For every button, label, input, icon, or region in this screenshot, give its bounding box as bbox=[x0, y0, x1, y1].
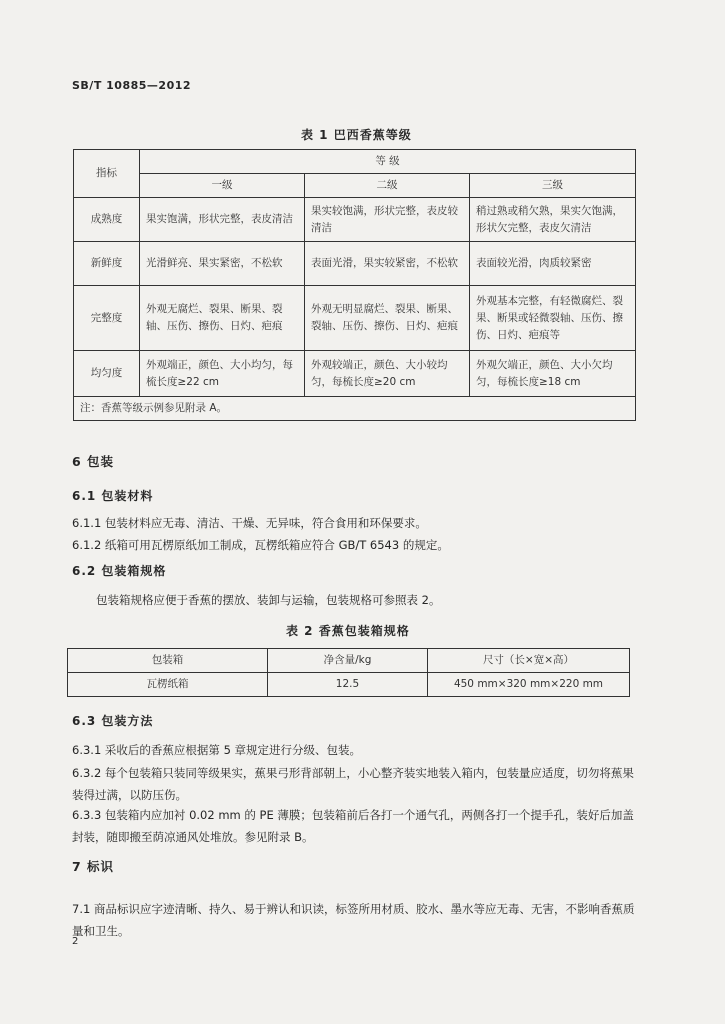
box-spec-table bbox=[67, 648, 630, 697]
section-7-title: 7 标识 bbox=[72, 859, 115, 874]
row-label: 新鲜度 bbox=[74, 242, 140, 286]
table-cell: 表面较光滑，肉质较紧密 bbox=[470, 242, 636, 286]
row-label: 均匀度 bbox=[74, 351, 140, 397]
header-grade-3: 三级 bbox=[470, 174, 636, 198]
page-number: 2 bbox=[72, 936, 79, 947]
table-row bbox=[74, 198, 636, 242]
row-label: 完整度 bbox=[74, 286, 140, 351]
table-cell: 果实较饱满，形状完整，表皮较清洁 bbox=[305, 198, 470, 242]
para-6-1-2: 6.1.2 纸箱可用瓦楞原纸加工制成，瓦楞纸箱应符合 GB/T 6543 的规定。 bbox=[72, 538, 449, 552]
para-6-2: 包装箱规格应便于香蕉的摆放、装卸与运输，包装规格可参照表 2。 bbox=[96, 593, 441, 607]
table-cell: 450 mm×320 mm×220 mm bbox=[428, 673, 630, 697]
header-grade-1: 一级 bbox=[140, 174, 305, 198]
table-row bbox=[74, 351, 636, 397]
para-6-3-1: 6.3.1 采收后的香蕉应根据第 5 章规定进行分级、包装。 bbox=[72, 743, 362, 757]
section-6-1-title: 6.1 包装材料 bbox=[72, 489, 154, 503]
table-note: 注：香蕉等级示例参见附录 A。 bbox=[74, 397, 636, 421]
document-header: SB/T 10885—2012 bbox=[72, 79, 192, 92]
table-cell: 外观无明显腐烂、裂果、断果、裂轴、压伤、擦伤、日灼、疤痕 bbox=[305, 286, 470, 351]
header-grade-2: 二级 bbox=[305, 174, 470, 198]
para-6-1-1: 6.1.1 包装材料应无毒、清洁、干燥、无异味，符合食用和环保要求。 bbox=[72, 516, 427, 530]
table-cell: 外观无腐烂、裂果、断果、裂轴、压伤、擦伤、日灼、疤痕 bbox=[140, 286, 305, 351]
section-6-3-title: 6.3 包装方法 bbox=[72, 714, 154, 728]
table-row bbox=[68, 673, 630, 697]
section-6-2-title: 6.2 包装箱规格 bbox=[72, 564, 167, 578]
table-cell: 表面光滑，果实较紧密，不松软 bbox=[305, 242, 470, 286]
para-6-3-3: 6.3.3 包装箱内应加衬 0.02 mm 的 PE 薄膜；包装箱前后各打一个通气孔，两侧各打一个提手孔，装好后加盖封装，随即搬至荫凉通风处堆放。参见附录 B。 bbox=[72, 808, 634, 844]
header-box: 包装箱 bbox=[68, 649, 268, 673]
header-dimensions: 尺寸（长×宽×高） bbox=[428, 649, 630, 673]
table-cell: 光滑鲜亮、果实紧密，不松软 bbox=[140, 242, 305, 286]
table-row bbox=[74, 242, 636, 286]
table-cell: 果实饱满，形状完整，表皮清洁 bbox=[140, 198, 305, 242]
table-row bbox=[74, 286, 636, 351]
table-cell: 12.5 bbox=[268, 673, 428, 697]
table-cell: 外观欠端正，颜色、大小欠均匀，每梳长度≥18 cm bbox=[470, 351, 636, 397]
header-grade: 等 级 bbox=[140, 150, 636, 174]
table-cell: 外观端正，颜色、大小均匀，每梳长度≥22 cm bbox=[140, 351, 305, 397]
table-cell: 瓦楞纸箱 bbox=[68, 673, 268, 697]
header-indicator: 指标 bbox=[74, 150, 140, 198]
para-7-1: 7.1 商品标识应字迹清晰、持久、易于辨认和识读，标签所用材质、胶水、墨水等应无毒、无害，不影响香蕉质量和卫生。 bbox=[72, 902, 635, 938]
table2-caption: 表 2 香蕉包装箱规格 bbox=[286, 624, 410, 638]
table-cell: 外观基本完整，有轻微腐烂、裂果、断果或轻微裂轴、压伤、擦伤、日灼、疤痕等 bbox=[470, 286, 636, 351]
para-6-3-2: 6.3.2 每个包装箱只装同等级果实，蕉果弓形背部朝上，小心整齐装实地装入箱内，包装量应适度，切勿将蕉果装得过满，以防压伤。 bbox=[72, 766, 634, 802]
row-label: 成熟度 bbox=[74, 198, 140, 242]
header-net-weight: 净含量/kg bbox=[268, 649, 428, 673]
table-cell: 稍过熟或稍欠熟，果实欠饱满，形状欠完整，表皮欠清洁 bbox=[470, 198, 636, 242]
table1-caption: 表 1 巴西香蕉等级 bbox=[301, 128, 412, 142]
table-cell: 外观较端正，颜色、大小较均匀，每梳长度≥20 cm bbox=[305, 351, 470, 397]
grade-table bbox=[73, 149, 636, 421]
section-6-title: 6 包装 bbox=[72, 454, 115, 469]
